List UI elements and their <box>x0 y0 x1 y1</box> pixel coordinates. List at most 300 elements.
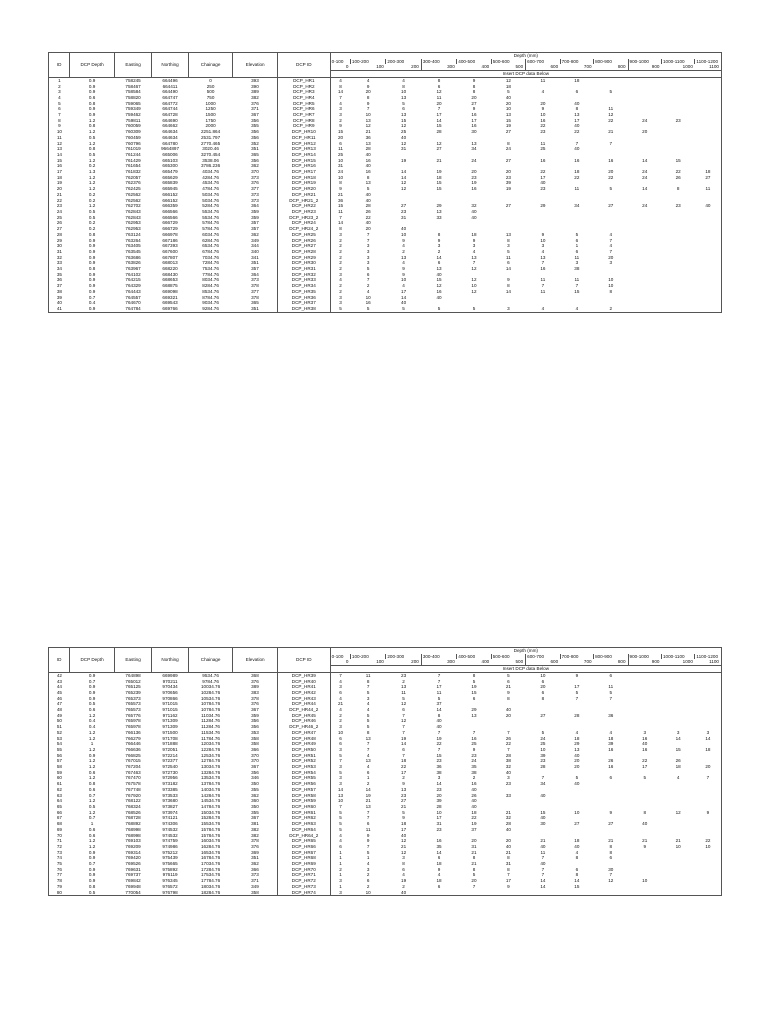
table-cell: DCP_HR24 <box>277 220 330 226</box>
table-cell: 7 <box>507 872 510 878</box>
table-cell: DCP_HR66 <box>277 844 330 850</box>
table-cell: 8 <box>643 809 647 815</box>
dcp-table-block-2 <box>48 647 722 896</box>
table-cell: 970434 <box>162 684 178 690</box>
table-cell: 20 <box>505 100 511 106</box>
table-cell: 38 <box>49 289 70 295</box>
table-cell: 759811 <box>125 117 141 123</box>
table-cell: 71 <box>49 838 70 844</box>
table-cell: 20 <box>505 169 511 175</box>
table-cell: 9 <box>472 106 476 112</box>
table-cell: 18 <box>436 878 442 884</box>
table-cell: 758584 <box>125 89 141 95</box>
table-cell: 67 <box>49 815 70 821</box>
table-cell: 17 <box>49 169 70 175</box>
table-cell: 666566 <box>162 208 178 214</box>
table-cell: 40 <box>365 220 371 226</box>
table-cell: DCP_HR26 <box>277 238 330 244</box>
table-cell: 11 <box>608 684 614 690</box>
table-cell: 15 <box>49 158 70 164</box>
table-cell: 75 <box>49 861 70 867</box>
table-cell: 65 <box>49 804 70 810</box>
table-cell: 357 <box>251 220 259 226</box>
table-cell: 0.9 <box>88 243 96 249</box>
table-cell: 4 <box>541 89 545 95</box>
table-cell: 23 <box>675 117 681 123</box>
table-cell: 761832 <box>125 169 141 175</box>
table-cell: 3 <box>695 730 722 736</box>
table-cell: 8 <box>421 77 456 83</box>
table-cell: 12 <box>401 838 407 844</box>
table-cell: 28 <box>574 712 580 718</box>
table-cell: 40 <box>436 294 442 300</box>
table-cell: 8784.76 <box>202 294 219 300</box>
table-cell: 61 <box>49 781 70 787</box>
table-cell: 24 <box>642 174 648 180</box>
table-cell: 9 <box>541 231 545 237</box>
table-cell: 17 <box>436 684 442 690</box>
table-cell: 0.8 <box>88 231 96 237</box>
table-cell: 0.5 <box>70 890 115 896</box>
table-cell: 3 <box>437 243 441 249</box>
table-cell: 3 <box>49 89 70 95</box>
table-cell: 762376 <box>125 180 141 186</box>
table-cell: 5 <box>609 689 613 695</box>
table-cell: 21 <box>330 192 350 198</box>
table-cell: 22 <box>505 741 511 747</box>
table-cell: 9664897 <box>161 146 179 152</box>
table-cell: 52 <box>49 730 70 736</box>
table-cell: 764898 <box>114 672 151 678</box>
table-cell: 664728 <box>162 112 178 118</box>
table-cell: 370 <box>251 169 259 175</box>
table-cell: 360 <box>251 798 259 804</box>
table-cell: 17034.76 <box>201 861 221 867</box>
table-cell: 15 <box>401 117 407 123</box>
table-cell: 972730 <box>162 769 178 775</box>
table-cell: 8 <box>609 849 613 855</box>
table-cell: 3 <box>330 295 350 301</box>
table-cell: 31 <box>505 861 511 867</box>
table-cell: 11 <box>436 94 442 100</box>
depth-range-label: 400-500 <box>457 59 491 65</box>
table-cell: 971309 <box>162 724 178 730</box>
table-cell: 27 <box>436 146 442 152</box>
table-cell: DCP_HR22 <box>277 203 330 209</box>
table-cell: 356 <box>251 129 259 135</box>
table-cell: 0.9 <box>70 672 115 678</box>
table-cell: 59 <box>49 770 70 776</box>
table-cell: 4 <box>402 243 405 249</box>
table-cell: 8 <box>366 678 370 684</box>
table-cell: 769737 <box>125 872 141 878</box>
table-cell: 2 <box>330 283 350 289</box>
dcp-table <box>48 52 722 313</box>
table-cell: 18 <box>471 231 477 237</box>
table-cell: 389 <box>251 89 259 95</box>
table-cell: 10 <box>436 809 442 815</box>
table-cell: 769948 <box>125 883 141 889</box>
avg-depth-number: 600 <box>526 64 560 70</box>
table-cell: 365 <box>251 151 259 157</box>
table-cell: 29 <box>49 238 70 244</box>
table-cell: 762562 <box>125 197 141 203</box>
table-cell: 2531.797 <box>201 134 221 140</box>
table-cell: 6 <box>541 689 545 695</box>
table-cell: DCP_HR46 <box>277 718 330 724</box>
table-cell: 18 <box>574 838 580 844</box>
table-cell: 16034.76 <box>201 838 221 844</box>
table-cell: 4 <box>472 248 476 254</box>
table-cell: 0.9 <box>88 849 96 855</box>
table-cell: 9 <box>437 866 441 872</box>
table-cell: 1 <box>330 884 350 890</box>
table-cell: 762953 <box>125 220 141 226</box>
table-cell: 7 <box>609 237 613 243</box>
table-cell: DCP_HR25 <box>277 232 330 238</box>
table-cell: 22 <box>540 123 546 129</box>
table-cell: 70 <box>49 833 70 839</box>
table-cell: 16 <box>540 157 546 163</box>
table-cell: 54 <box>49 741 70 747</box>
table-cell: 4 <box>575 849 579 855</box>
table-cell: 6 <box>330 690 350 696</box>
table-cell: 12 <box>471 277 477 283</box>
table-cell: 665300 <box>162 163 178 169</box>
table-cell: DCP_HR29 <box>277 255 330 261</box>
table-cell: 14 <box>675 735 681 741</box>
table-cell: 10 <box>330 175 350 181</box>
table-cell: 6 <box>330 736 350 742</box>
table-cell: DCP_HR1 <box>277 77 330 83</box>
table-cell: 767748 <box>125 786 141 792</box>
table-cell: 7 <box>541 775 545 781</box>
table-cell: 760309 <box>125 129 141 135</box>
table-cell: DCP_HR47 <box>277 730 330 736</box>
table-cell: 971708 <box>162 735 178 741</box>
table-cell: 9 <box>330 186 350 192</box>
table-cell: 20 <box>608 254 614 260</box>
depth-range-label: 700-800 <box>560 654 593 660</box>
table-cell: 0.9 <box>88 684 96 690</box>
table-cell: 668875 <box>162 283 178 289</box>
avg-depth-number: 300 <box>421 64 456 70</box>
table-cell: 23 <box>386 672 421 678</box>
table-cell: DCP_HR65 <box>277 838 330 844</box>
table-cell: 20 <box>574 764 580 770</box>
table-cell: 13 <box>540 254 546 260</box>
table-cell: 11034.76 <box>201 712 220 718</box>
table-cell: 5 <box>49 101 70 107</box>
table-cell: 32 <box>471 203 477 209</box>
table-cell: 72 <box>49 844 70 850</box>
table-cell: 7 <box>402 724 405 730</box>
table-cell: 1.2 <box>88 843 96 849</box>
table-cell: 6 <box>49 106 70 112</box>
table-cell: 80 <box>49 890 70 896</box>
table-cell: 976119 <box>162 872 178 878</box>
table-cell: 353 <box>251 729 259 735</box>
table-cell: 351 <box>251 146 259 152</box>
table-cell: 13 <box>436 266 442 272</box>
table-cell: 13 <box>401 254 407 260</box>
table-cell: 8 <box>507 140 510 146</box>
table-cell: 1.2 <box>88 775 96 781</box>
table-cell: 69 <box>49 827 70 833</box>
dcp-table-block-1 <box>48 52 722 313</box>
table-cell: 5 <box>609 89 613 95</box>
table-cell: 22 <box>401 764 407 770</box>
table-cell: DCP_HR38 <box>277 306 330 312</box>
table-cell: 0.5 <box>88 151 96 157</box>
table-cell: 9 <box>366 100 370 106</box>
table-cell: 14 <box>695 736 722 742</box>
table-cell: 2251.864 <box>201 129 221 135</box>
table-cell: 79 <box>49 884 70 890</box>
table-cell: 768998 <box>125 826 141 832</box>
table-cell: 10 <box>574 809 580 815</box>
table-cell: 27 <box>471 100 477 106</box>
table-cell: 21 <box>675 838 681 844</box>
table-cell: 6784.76 <box>202 248 219 254</box>
table-cell: 11 <box>574 254 580 260</box>
table-cell: 24 <box>540 735 546 741</box>
table-cell: 6 <box>366 878 370 884</box>
avg-depth-number: 700 <box>560 659 593 665</box>
table-cell: 9 <box>560 672 593 678</box>
table-cell: 669543 <box>162 300 178 306</box>
table-cell: DCP_HR9 <box>277 123 330 129</box>
table-cell: 16284.76 <box>201 843 221 849</box>
table-cell: 0.2 <box>88 191 96 197</box>
table-cell: 974759 <box>162 838 178 844</box>
table-cell: 28 <box>505 821 511 827</box>
table-cell: 8 <box>402 83 405 89</box>
table-cell: 13 <box>401 786 407 792</box>
table-cell: 13 <box>574 112 580 118</box>
table-cell: 3 <box>507 243 510 249</box>
table-cell: 40 <box>540 815 546 821</box>
table-cell: 3 <box>643 729 647 735</box>
insert-note: Insert DCP data Below <box>330 71 721 78</box>
depth-range-label: 1000-1100 <box>661 654 694 660</box>
table-cell: 7 <box>402 729 405 735</box>
table-cell: 1.2 <box>88 764 96 770</box>
table-cell: 0.9 <box>88 872 96 878</box>
table-cell: 18 <box>436 861 442 867</box>
table-cell: 24 <box>471 758 477 764</box>
table-cell: 13 <box>471 254 477 260</box>
table-cell: 4 <box>49 95 70 101</box>
table-cell: 40 <box>574 100 580 106</box>
table-cell: 40 <box>642 821 648 827</box>
table-cell: 20 <box>608 169 614 175</box>
table-cell: 664744 <box>162 106 178 112</box>
table-cell: 3 <box>330 724 350 730</box>
table-cell: 39 <box>608 741 614 747</box>
table-cell: 970211 <box>162 678 178 684</box>
table-cell: 767204 <box>125 764 141 770</box>
table-cell: 9 <box>330 123 350 129</box>
depth-range-label: 500-600 <box>491 654 525 660</box>
table-cell: 9 <box>402 271 405 277</box>
table-cell: 7 <box>402 752 405 758</box>
table-cell: 23 <box>49 203 70 209</box>
table-cell: 21 <box>642 838 648 844</box>
table-cell: 0.9 <box>88 288 96 294</box>
table-cell: 665945 <box>162 186 178 192</box>
table-cell: 971888 <box>162 741 178 747</box>
table-cell: 9534.76 <box>188 672 233 678</box>
table-cell: 358 <box>251 735 259 741</box>
table-cell: 7 <box>575 283 579 289</box>
table-cell: 10 <box>526 672 560 678</box>
table-cell: 10 <box>675 843 681 849</box>
table-cell: 355 <box>251 786 259 792</box>
table-cell: 13 <box>49 146 70 152</box>
table-cell: 56 <box>49 753 70 759</box>
table-cell: 8 <box>366 94 370 100</box>
table-cell <box>491 890 525 896</box>
table-cell: 11 <box>330 209 350 215</box>
table-cell: 39 <box>436 798 442 804</box>
table-cell: DCP_HR62 <box>277 815 330 821</box>
table-cell: 10 <box>330 730 350 736</box>
table-cell <box>628 890 661 896</box>
table-cell: 15534.76 <box>201 821 221 827</box>
table-cell: 12 <box>401 718 407 724</box>
table-cell: 364 <box>251 271 259 277</box>
table-cell: 669321 <box>162 294 178 300</box>
table-cell: DCP_HR35 <box>277 289 330 295</box>
table-cell: 8 <box>609 288 613 294</box>
table-cell: 10 <box>401 277 407 283</box>
table-cell: 24 <box>642 203 648 209</box>
table-cell: 5 <box>366 186 370 192</box>
table-cell: 760796 <box>125 140 141 146</box>
table-cell: 500 <box>206 89 215 95</box>
table-cell: 12 <box>471 266 477 272</box>
table-cell: 357 <box>251 226 259 232</box>
table-cell: 5 <box>350 306 385 312</box>
table-cell: 2 <box>330 266 350 272</box>
table-cell: 18 <box>505 83 511 89</box>
table-cell: 15 <box>436 186 442 192</box>
table-cell: 6 <box>402 746 405 752</box>
table-cell: 14534.76 <box>201 798 221 804</box>
table-cell: 0.5 <box>88 214 96 220</box>
table-cell: 377 <box>251 288 259 294</box>
depth-title: Depth (mm) <box>330 648 721 654</box>
table-cell: 48 <box>49 707 70 713</box>
table-cell: 378 <box>251 283 259 289</box>
depth-range-label: 600-700 <box>526 59 560 65</box>
table-cell: 2 <box>402 678 405 684</box>
table-cell: 35 <box>49 272 70 278</box>
table-cell: 358 <box>233 890 278 896</box>
table-cell: 19 <box>401 157 407 163</box>
table-cell: 14 <box>574 878 580 884</box>
table-cell: 393 <box>233 77 278 83</box>
table-cell: 30 <box>471 129 477 135</box>
table-cell: 6 <box>330 844 350 850</box>
table-cell: 762843 <box>125 214 141 220</box>
table-cell: 758245 <box>114 77 151 83</box>
table-cell: 0.7 <box>88 678 96 684</box>
table-cell: 27 <box>505 129 511 135</box>
table-cell: DCP_HR68 <box>277 855 330 861</box>
table-cell: 0.9 <box>88 855 96 861</box>
table-cell: 6 <box>575 248 579 254</box>
table-cell: 18284.76 <box>188 890 233 896</box>
table-cell: 10 <box>471 283 477 289</box>
table-cell: 769631 <box>125 866 141 872</box>
table-cell: 11 <box>506 254 511 260</box>
table-cell: 12034.76 <box>201 741 221 747</box>
table-cell: 31 <box>330 163 350 169</box>
table-cell: 1.3 <box>88 169 96 175</box>
table-cell: DCP_HR23 <box>277 209 330 215</box>
table-cell: DCP_HR19 <box>277 180 330 186</box>
table-cell: 11 <box>436 689 442 695</box>
table-cell: 15 <box>675 157 681 163</box>
table-cell: 763405 <box>125 243 141 249</box>
table-cell: 40 <box>540 843 546 849</box>
table-cell: 7 <box>472 883 476 889</box>
table-cell: 20 <box>436 792 442 798</box>
table-cell: 0.9 <box>88 271 96 277</box>
table-cell: 21 <box>49 192 70 198</box>
table-cell: 1.2 <box>88 186 96 192</box>
table-cell: 23 <box>505 781 511 787</box>
col-northing-header: Northing <box>152 53 188 78</box>
table-cell: 9 <box>507 277 510 283</box>
table-cell: 378 <box>251 294 259 300</box>
table-cell: 40 <box>540 792 546 798</box>
table-cell: 17534.76 <box>201 872 221 878</box>
table-cell: 972956 <box>162 775 178 781</box>
table-cell: 12 <box>436 89 442 95</box>
depth-range-label: 400-500 <box>457 654 491 660</box>
table-cell: 9 <box>366 83 370 89</box>
table-cell: 4 <box>541 248 545 254</box>
table-cell: 974986 <box>162 843 178 849</box>
table-cell: 18 <box>436 174 442 180</box>
table-cell: 21 <box>471 861 477 867</box>
table-cell: 33 <box>49 260 70 266</box>
table-cell: 19 <box>505 123 511 129</box>
table-cell: 17 <box>574 117 580 123</box>
table-cell: 12534.76 <box>201 752 221 758</box>
table-cell: 29 <box>471 707 477 713</box>
table-cell: 1.2 <box>88 729 96 735</box>
table-cell: DCP_HR15 <box>277 158 330 164</box>
table-cell: 22 <box>608 117 614 123</box>
table-cell: 371 <box>251 878 259 884</box>
table-cell: 17284.76 <box>201 866 221 872</box>
table-cell: 0.5 <box>88 803 96 809</box>
table-cell: 19 <box>49 180 70 186</box>
table-cell: 15784.76 <box>201 832 221 838</box>
table-cell: 341 <box>251 254 259 260</box>
col-easting-header: Easting <box>114 648 151 673</box>
table-cell: 2 <box>330 289 350 295</box>
table-cell: 73 <box>49 850 70 856</box>
table-cell: 23 <box>471 174 477 180</box>
table-cell: 349 <box>251 883 259 889</box>
table-cell: 36 <box>365 134 371 140</box>
table-cell: 22 <box>365 214 371 220</box>
